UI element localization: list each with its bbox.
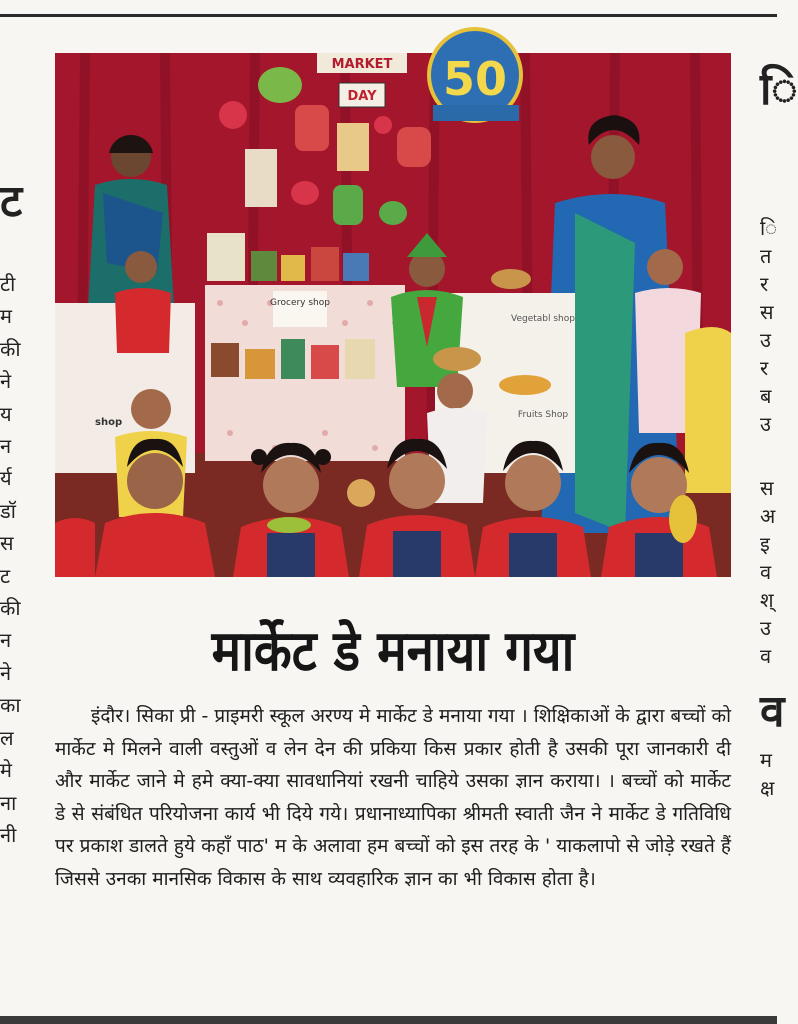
adjacent-left-line: डॉ [0, 498, 16, 523]
adjacent-right-line: उ [760, 412, 771, 436]
adjacent-right-line: उ [760, 616, 771, 640]
article-body [55, 700, 731, 896]
adjacent-right-line: ब [760, 384, 772, 408]
adjacent-left-line: ल [0, 725, 14, 750]
adjacent-right-headline: ि [760, 64, 798, 115]
adjacent-left-line: ने [0, 369, 12, 394]
adjacent-right-line: र [760, 356, 769, 380]
adjacent-left-line: की [0, 596, 21, 621]
adjacent-left-headline: ट [0, 176, 23, 227]
adjacent-left-line: टी [0, 272, 16, 296]
sign-left-shop: shop [95, 417, 123, 428]
adjacent-left-line: का [0, 693, 21, 718]
adjacent-left-line: र्य [0, 466, 12, 491]
adjacent-right-line: ि [760, 216, 778, 240]
adjacent-right-line: उ [760, 328, 771, 352]
adjacent-right-line: म [760, 748, 772, 772]
top-rule [0, 14, 777, 17]
adjacent-left-line: नी [0, 822, 17, 847]
adjacent-left-line: मे [0, 758, 12, 783]
adjacent-left-line: ट [0, 563, 11, 588]
adjacent-right-line: क्ष [760, 776, 775, 800]
adjacent-right-subhead: व [760, 686, 785, 737]
adjacent-column-right [760, 60, 798, 802]
adjacent-right-line: व [760, 644, 772, 668]
adjacent-left-line: की [0, 336, 21, 361]
sign-grocery: Grocery shop [270, 298, 330, 308]
adjacent-left-lines [0, 268, 22, 851]
adjacent-right-line: त [760, 244, 772, 268]
adjacent-left-line: य [0, 401, 12, 426]
adjacent-right-line: र [760, 272, 769, 296]
adjacent-left-line: ने [0, 660, 12, 685]
adjacent-left-line: न [0, 434, 12, 459]
adjacent-left-line: म [0, 304, 12, 329]
article-headline: मार्केट डे मनाया गया [211, 619, 575, 684]
adjacent-right-lines-c [760, 746, 777, 802]
adjacent-left-line: स [0, 531, 14, 556]
adjacent-right-line: अ [760, 504, 776, 528]
sign-fruits: Fruits Shop [517, 410, 569, 420]
adjacent-left-line: न [0, 628, 12, 653]
adjacent-right-line: श् [760, 588, 774, 612]
adjacent-right-line: स [760, 476, 774, 500]
bottom-bar [0, 1016, 777, 1024]
banner-day-text: DAY [347, 89, 377, 104]
adjacent-left-line: ना [0, 790, 17, 815]
adjacent-right-line: व [760, 560, 772, 584]
article-paragraph: इंदौर। सिका प्री - प्राइमरी स्कूल अरण्य मे मार्केट डे मनाया गया । शिक्षिकाओं के द्वारा बच्चों को मार्केट मे मिलने वाली वस्तुओं व लेन देन की प्रकिया किस प्रकार होती है उसकी पूरा जानकारी दी और मार्केट जाने मे हमे क्या-क्या सावधानियां रखनी चाहिये उसका ज्ञान कराया। । बच्चों को मार्केट डे से संबंधित परियोजना कार्य भी दिये गये। प्रधानाध्यापिका श्रीमती स्वाती जैन ने मार्केट डे गतिविधि पर प्रकाश डालते हुये कहाँ पाठ' म के अलावा हम बच्चों को इस तरह के ' याकलापो से जोड़े रखते हैं जिससे उनका मानसिक विकास के साथ व्यवहारिक ज्ञान का भी विकास होता है। [55, 705, 731, 890]
adjacent-right-lines-a [760, 214, 777, 438]
adjacent-right-line: इ [760, 532, 770, 556]
banner-market-text: MARKET [331, 57, 393, 72]
badge-50-text: 50 [442, 52, 508, 106]
article-photo [55, 53, 731, 577]
adjacent-right-lines-b [760, 474, 777, 670]
sign-vegetable: Vegetabl shop [511, 314, 575, 324]
adjacent-column-left [0, 170, 22, 851]
adjacent-right-line: स [760, 300, 774, 324]
